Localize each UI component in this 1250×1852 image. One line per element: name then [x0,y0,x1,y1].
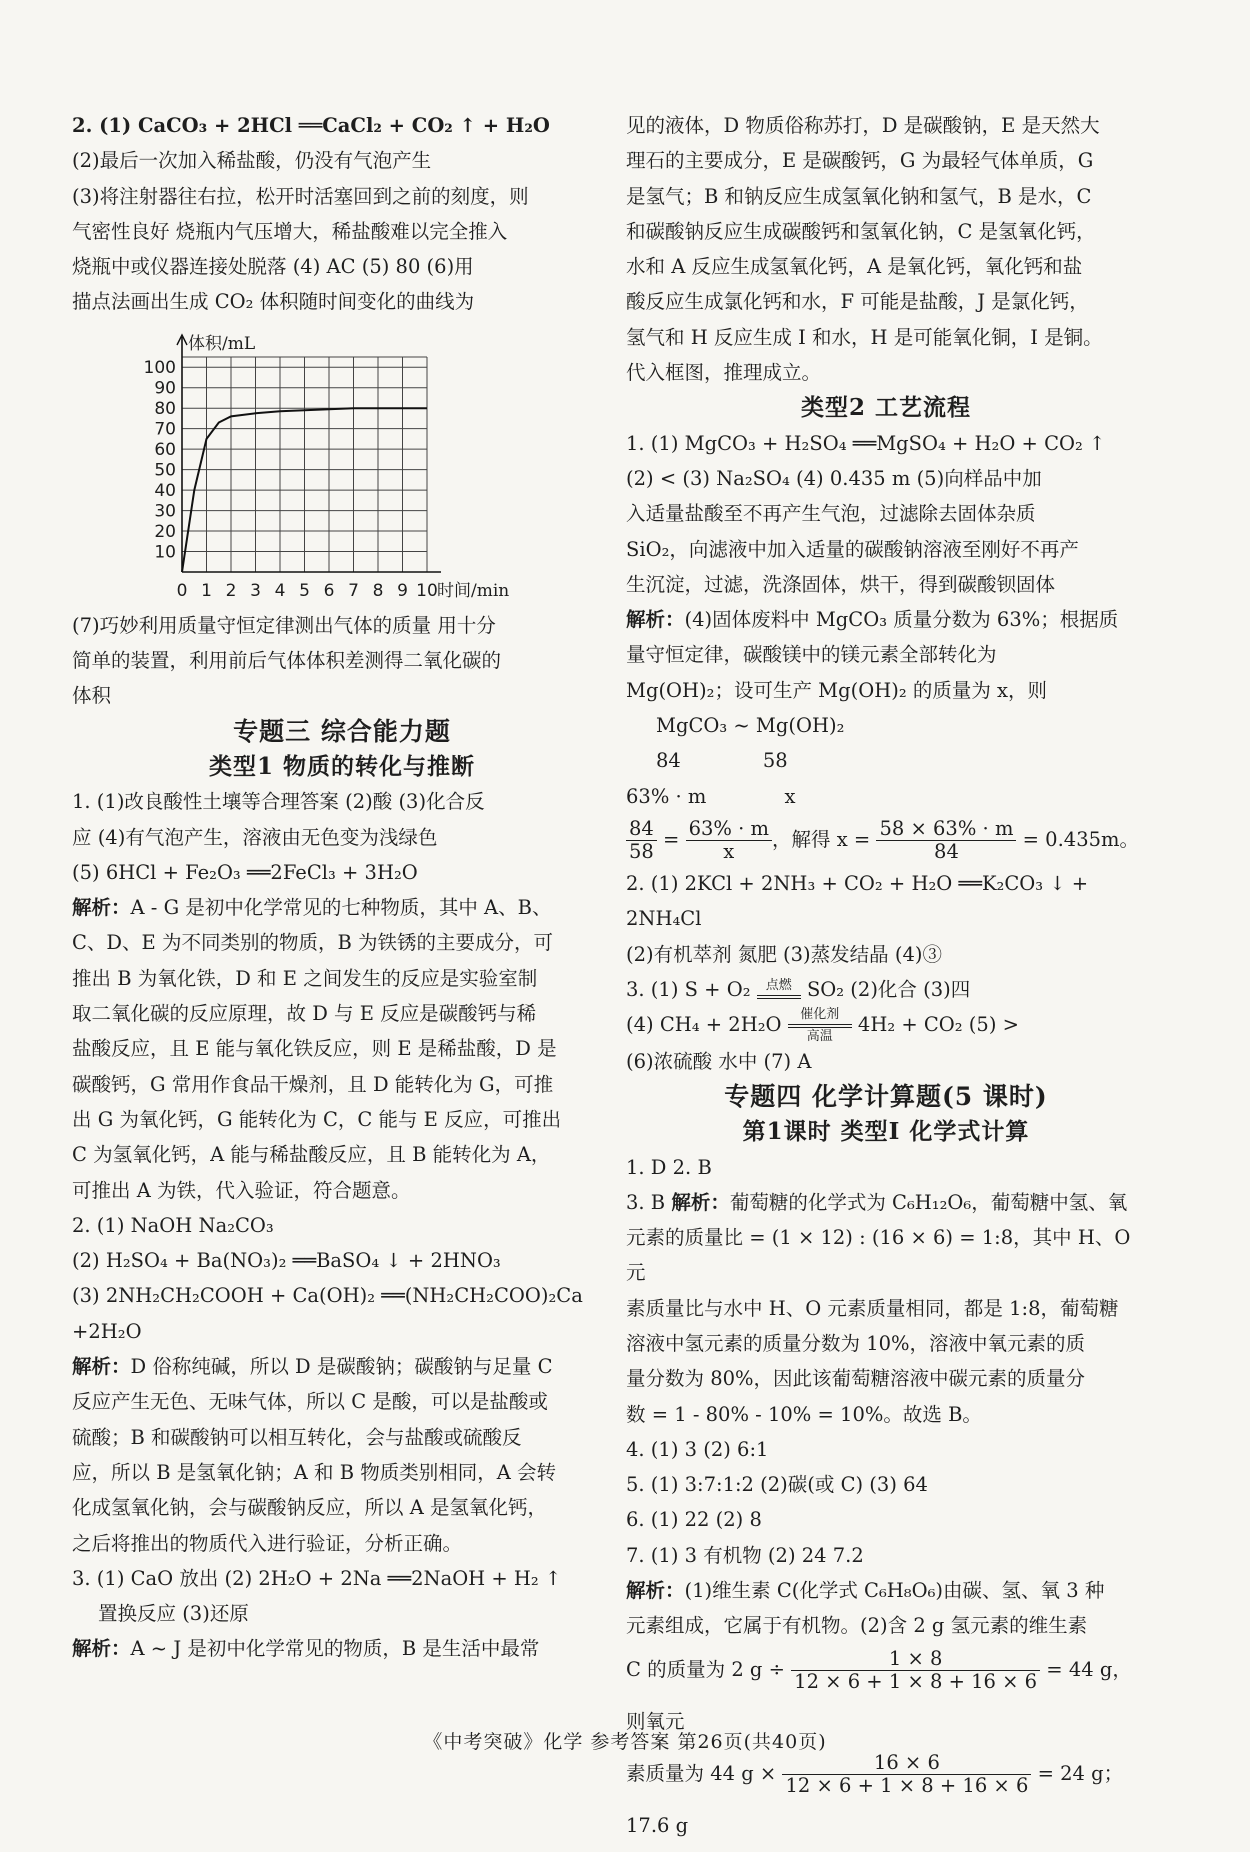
t1q1-a6: 碳酸钙，G 常用作食品干燥剂，且 D 能转化为 G，可推 [72,1067,612,1102]
t4-q7-d: 素质量为 44 g × $\frac{16 \times 6}{12 \times 6 + 1 \times 8 + 16 \times 6}$ = 24 g；17.6 g [626,1748,1146,1852]
left-column [72,108,612,1667]
y-tick-label: 10 [154,542,176,562]
t1q1-line3: (5) 6HCl + Fe₂O₃ ══2FeCl₃ + 3H₂O [72,855,612,890]
t4-q5: 5. (1) 3:7:1:2 (2)碳(或 C) (3) 64 [626,1467,1146,1502]
t2q1-a4: MgCO₃ ~ Mg(OH)₂ [626,708,1146,743]
x-tick-label: 2 [226,581,237,601]
cont-l1: 见的液体，D 物质俗称苏打，D 是碳酸钠，E 是天然大 [626,108,1146,143]
t2q1-l5: 生沉淀，过滤，洗涤固体，烘干，得到碳酸钡固体 [626,567,1146,602]
t4-q3-6: 数 = 1 - 80% - 10% = 10%。故选 B。 [626,1397,1146,1432]
t2q2-l1: 2. (1) 2KCl + 2NH₃ + CO₂ + H₂O ══K₂CO₃ ↓ + 2NH₄Cl [626,866,1146,937]
t2q1-analysis: 解析：(4)固体废料中 MgCO₃ 质量分数为 63%；根据质 [626,602,1146,637]
t1q1-a3: 推出 B 为氧化铁，D 和 E 之间发生的反应是实验室制 [72,961,612,996]
cont-l2: 理石的主要成分，E 是碳酸钙，G 为最轻气体单质，G [626,143,1146,178]
t1q1-a4: 取二氧化碳的反应原理，故 D 与 E 反应是碳酸钙与稀 [72,996,612,1031]
t4-q3: 3. B 解析：葡萄糖的化学式为 C₆H₁₂O₆，葡萄糖中氢、氧 [626,1185,1146,1220]
frac-h-ratio: $\frac{1 \times 8}{12 \times 6 + 1 \times 8 + 16 \times 6}$ [791,1648,1040,1693]
t4-q6: 6. (1) 22 (2) 8 [626,1502,1146,1537]
cont-l7: 氢气和 H 反应生成 I 和水，H 是可能氧化铜，I 是铜。 [626,320,1146,355]
t4-q7-c: C 的质量为 2 g ÷ $\frac{1 \times 8}{12 \times 6 + 1 \times 8 + 16 \times 6}$ = 44 g，则氧元 [626,1644,1146,1748]
t1q1-a9: 可推出 A 为铁，代入验证，符合题意。 [72,1173,612,1208]
x-axis-label: 时间/min [437,581,509,601]
t1q1-line2: 应 (4)有气泡产生，溶液由无色变为浅绿色 [72,820,612,855]
t1q1-a5: 盐酸反应，且 E 能与氧化铁反应，则 E 是稀盐酸，D 是 [72,1031,612,1066]
t4-q4: 4. (1) 3 (2) 6:1 [626,1432,1146,1467]
t4-q7: 7. (1) 3 有机物 (2) 24 7.2 [626,1538,1146,1573]
y-tick-label: 20 [154,522,176,542]
t1q2-line4: +2H₂O [72,1314,612,1349]
t1q1-analysis: 解析：A - G 是初中化学常见的七种物质，其中 A、B、 [72,890,612,925]
cont-l5: 水和 A 反应生成氢氧化钙，A 是氧化钙，氧化钙和盐 [626,249,1146,284]
y-tick-label: 70 [154,419,176,439]
x-tick-label: 5 [299,581,310,601]
t1q2-a5: 化成氢氧化钠，会与碳酸钠反应，所以 A 是氢氧化钙， [72,1490,612,1525]
y-tick-label: 100 [144,358,176,378]
q2-line5: 烧瓶中或仪器连接处脱落 (4) AC (5) 80 (6)用 [72,249,612,284]
topic3-title: 专题三 综合能力题 [72,714,612,749]
type2-title: 类型2 工艺流程 [626,390,1146,425]
t2q3-l1: 3. (1) S + O₂ 点燃 SO₂ (2)化合 (3)四 [626,972,1146,1007]
co2-volume-chart [92,322,472,604]
t1q2-line3: (3) 2NH₂CH₂COOH + Ca(OH)₂ ══(NH₂CH₂COO)₂Ca [72,1278,612,1313]
t4-q7-b: 元素组成，它属于有机物。(2)含 2 g 氢元素的维生素 [626,1608,1146,1643]
y-axis-label: 体积/mL [188,334,255,354]
q2-line2: (2)最后一次加入稀盐酸，仍没有气泡产生 [72,143,612,178]
t2q1-l3: 入适量盐酸至不再产生气泡，过滤除去固体杂质 [626,496,1146,531]
q2-line3: (3)将注射器往右拉，松开时活塞回到之前的刻度，则 [72,179,612,214]
y-tick-label: 40 [154,481,176,501]
t2q1-l2: (2) < (3) Na₂SO₄ (4) 0.435 m (5)向样品中加 [626,461,1146,496]
x-tick-label: 8 [373,581,384,601]
t1q3-line1: 3. (1) CaO 放出 (2) 2H₂O + 2Na ══2NaOH + H₂ ↑ [72,1561,612,1596]
q2-line8: 简单的装置，利用前后气体体积差测得二氧化碳的 [72,643,612,678]
t1q1-a8: C 为氢氧化钙，A 能与稀盐酸反应，且 B 能转化为 A， [72,1137,612,1172]
t1q2-a4: 应，所以 B 是氢氧化钠；A 和 B 物质类别相同，A 会转 [72,1455,612,1490]
t2q1-a6: 63% · m x [626,779,1146,814]
t1q2-a6: 之后将推出的物质代入进行验证，分析正确。 [72,1526,612,1561]
frac-solution: $\frac{58 \times 63\% \cdot m}{84}$ [876,818,1016,863]
t1q1-a2: C、D、E 为不同类别的物质，B 为铁锈的主要成分，可 [72,925,612,960]
x-tick-label: 9 [397,581,408,601]
condition-ignite: 点燃 [757,979,801,1001]
q2-line7: (7)巧妙利用质量守恒定律测出气体的质量 用十分 [72,608,612,643]
x-tick-label: 1 [201,581,212,601]
frac-84-58: $\frac{84}{58}$ [626,818,657,863]
x-tick-label: 0 [177,581,188,601]
q2-line1: 2. (1) CaCO₃ + 2HCl ══CaCl₂ + CO₂ ↑ + H₂O [72,108,612,143]
x-tick-label: 7 [348,581,359,601]
t1q3-analysis: 解析：A ~ J 是初中化学常见的物质，B 是生活中最常 [72,1631,612,1666]
t2q1-equation: $\frac{84}{58}$ = $\frac{63\% \cdot m}{x}$ ，解得 x = $\frac{58 \times 63\% \cdot m}{84}$ = 0.435m。 [626,814,1146,866]
y-tick-label: 50 [154,460,176,480]
t1q3-line2: 置换反应 (3)还原 [72,1596,612,1631]
y-tick-label: 60 [154,440,176,460]
q2-line6: 描点法画出生成 CO₂ 体积随时间变化的曲线为 [72,284,612,319]
x-tick-label: 4 [275,581,286,601]
x-tick-label: 3 [250,581,261,601]
y-tick-label: 90 [154,378,176,398]
t4-q3-3: 素质量比与水中 H、O 元素质量相同，都是 1:8，葡萄糖 [626,1291,1146,1326]
t2q3-l3: (6)浓硫酸 水中 (7) A [626,1044,1146,1079]
cont-l8: 代入框图，推理成立。 [626,355,1146,390]
condition-catalyst: 催化剂 高温 [788,1008,852,1044]
y-tick-label: 30 [154,501,176,521]
t4-q12: 1. D 2. B [626,1150,1146,1185]
t4-q3-2: 元素的质量比 = (1 × 12) : (16 × 6) = 1:8，其中 H、O 元 [626,1220,1146,1291]
q2-line9: 体积 [72,678,612,713]
t2q1-a5: 84 58 [626,743,1146,778]
t2q1-l1: 1. (1) MgCO₃ + H₂SO₄ ══MgSO₄ + H₂O + CO₂ ↑ [626,426,1146,461]
y-tick-label: 80 [154,399,176,419]
page-footer: 《中考突破》化学 参考答案 第26页(共40页) [0,1727,1250,1754]
cont-l3: 是氢气；B 和钠反应生成氢氧化钠和氢气，B 是水，C [626,179,1146,214]
t1q2-a3: 硫酸；B 和碳酸钠可以相互转化，会与盐酸或硫酸反 [72,1420,612,1455]
t2q3-l2: (4) CH₄ + 2H₂O 催化剂 高温 4H₂ + CO₂ (5) > [626,1007,1146,1044]
frac-o-ratio: $\frac{16 \times 6}{12 \times 6 + 1 \times 8 + 16 \times 6}$ [782,1752,1031,1797]
t2q1-a2: 量守恒定律，碳酸镁中的镁元素全部转化为 [626,637,1146,672]
t1q2-a2: 反应产生无色、无味气体，所以 C 是酸，可以是盐酸或 [72,1384,612,1419]
t4-q7-analysis: 解析：(1)维生素 C(化学式 C₆H₈O₆)由碳、氢、氧 3 种 [626,1573,1146,1608]
cont-l6: 酸反应生成氯化钙和水，F 可能是盐酸，J 是氯化钙， [626,284,1146,319]
right-column [626,108,1146,1852]
topic4-title: 专题四 化学计算题(5 课时) [626,1079,1146,1114]
t4-q3-4: 溶液中氢元素的质量分数为 10%，溶液中氧元素的质 [626,1326,1146,1361]
frac-mass-x: $\frac{63\% \cdot m}{x}$ [686,818,772,863]
x-tick-label: 10 [416,581,438,601]
t1q1-line1: 1. (1)改良酸性土壤等合理答案 (2)酸 (3)化合反 [72,784,612,819]
type1-title: 类型1 物质的转化与推断 [72,749,612,784]
t1q2-line2: (2) H₂SO₄ + Ba(NO₃)₂ ══BaSO₄ ↓ + 2HNO₃ [72,1243,612,1278]
t2q2-l2: (2)有机萃剂 氮肥 (3)蒸发结晶 (4)③ [626,937,1146,972]
lesson1-title: 第1课时 类型Ⅰ 化学式计算 [626,1114,1146,1149]
q2-line4: 气密性良好 烧瓶内气压增大，稀盐酸难以完全推入 [72,214,612,249]
t2q1-l4: SiO₂，向滤液中加入适量的碳酸钠溶液至刚好不再产 [626,532,1146,567]
cont-l4: 和碳酸钠反应生成碳酸钙和氢氧化钠，C 是氢氧化钙， [626,214,1146,249]
t4-q3-5: 量分数为 80%，因此该葡萄糖溶液中碳元素的质量分 [626,1361,1146,1396]
t1q2-line1: 2. (1) NaOH Na₂CO₃ [72,1208,612,1243]
t1q2-analysis: 解析：D 俗称纯碱，所以 D 是碳酸钠；碳酸钠与足量 C [72,1349,612,1384]
x-tick-label: 6 [324,581,335,601]
t1q1-a7: 出 G 为氧化钙，G 能转化为 C，C 能与 E 反应，可推出 [72,1102,612,1137]
t2q1-a3: Mg(OH)₂；设可生产 Mg(OH)₂ 的质量为 x，则 [626,673,1146,708]
